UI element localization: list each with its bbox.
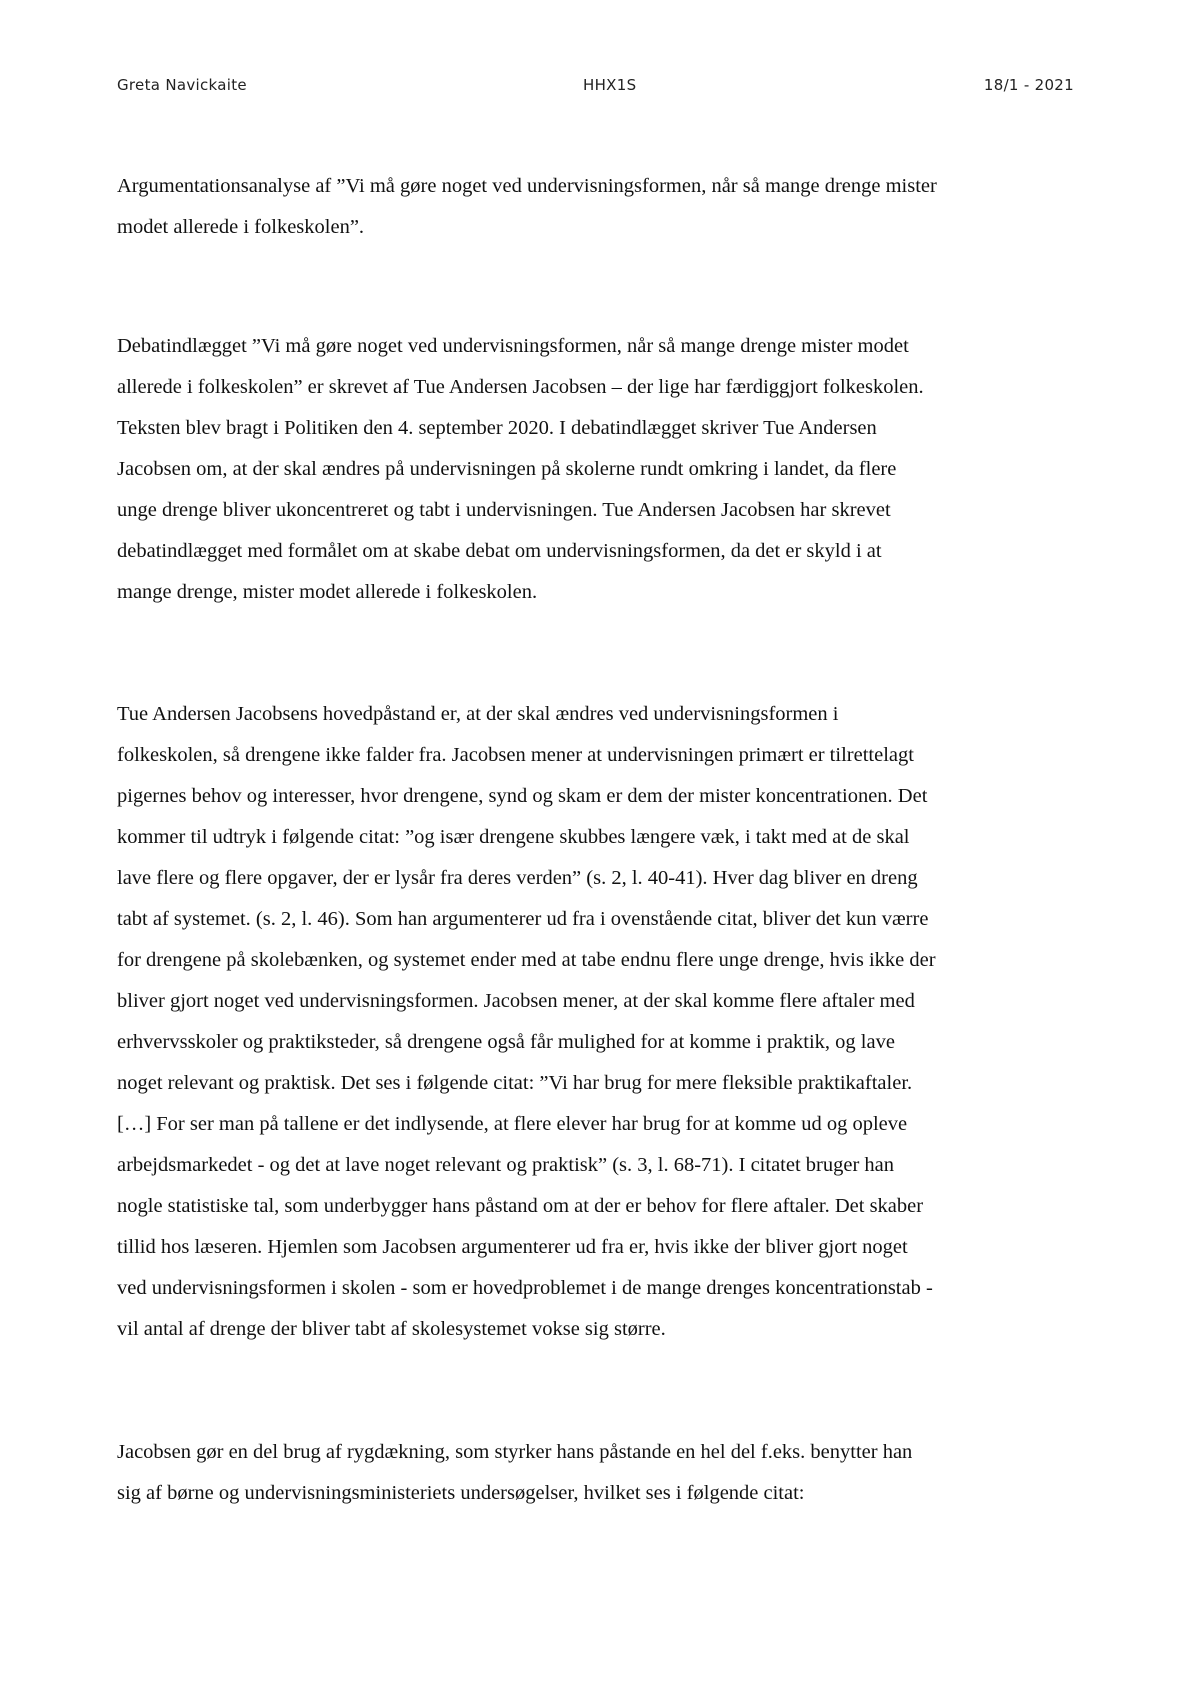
text-line: kommer til udtryk i følgende citat: ”og især drengene skubbes længere væk, i takt med at de skal — [117, 826, 910, 848]
text-line: arbejdsmarkedet - og det at lave noget relevant og praktisk” (s. 3, l. 68-71). I citatet bruger han — [117, 1154, 895, 1176]
text-line: modet allerede i folkeskolen”. — [117, 216, 365, 238]
text-line: Debatindlægget ”Vi må gøre noget ved undervisningsformen, når så mange drenge mister modet — [117, 335, 909, 357]
text-line: Jacobsen om, at der skal ændres på undervisningen på skolerne rundt omkring i landet, da flere — [117, 458, 897, 480]
text-line: nogle statistiske tal, som underbygger hans påstand om at der er behov for flere aftaler. Det skaber — [117, 1195, 924, 1217]
text-line: vil antal af drenge der bliver tabt af skolesystemet vokse sig større. — [117, 1318, 666, 1340]
paragraph-backing — [117, 1432, 1097, 1514]
text-line: pigernes behov og interesser, hvor drengene, synd og skam er dem der mister koncentrationen. Det — [117, 785, 928, 807]
text-line: mange drenge, mister modet allerede i folkeskolen. — [117, 581, 538, 603]
header-date: 18/1 - 2021 — [983, 76, 1074, 94]
paragraph-intro — [117, 326, 1097, 613]
text-line: erhvervsskoler og praktiksteder, så drengene også får mulighed for at komme i praktik, og lave — [117, 1031, 895, 1053]
text-line: lave flere og flere opgaver, der er lysår fra deres verden” (s. 2, l. 40-41). Hver dag bliver en dreng — [117, 867, 918, 889]
text-line: sig af børne og undervisningsministeriets undersøgelser, hvilket ses i følgende citat: — [117, 1482, 805, 1504]
text-line: […] For ser man på tallene er det indlysende, at flere elever har brug for at komme ud og opleve — [117, 1113, 908, 1135]
text-line: folkeskolen, så drengene ikke falder fra. Jacobsen mener at undervisningen primært er tilrettelagt — [117, 744, 914, 766]
text-line: allerede i folkeskolen” er skrevet af Tue Andersen Jacobsen – der lige har færdiggjort folkeskolen. — [117, 376, 924, 398]
page-header — [117, 76, 1074, 100]
text-line: tillid hos læseren. Hjemlen som Jacobsen argumenterer ud fra er, hvis ikke der bliver gjort noget — [117, 1236, 908, 1258]
text-line: Tue Andersen Jacobsens hovedpåstand er, at der skal ændres ved undervisningsformen i — [117, 703, 839, 725]
text-line: Argumentationsanalyse af ”Vi må gøre noget ved undervisningsformen, når så mange drenge mister — [117, 175, 937, 197]
text-line: Teksten blev bragt i Politiken den 4. september 2020. I debatindlægget skriver Tue Andersen — [117, 417, 877, 439]
document-title — [117, 166, 1097, 248]
text-line: debatindlægget med formålet om at skabe debat om undervisningsformen, da det er skyld i at — [117, 540, 882, 562]
text-line: for drengene på skolebænken, og systemet ender med at tabe endnu flere unge drenge, hvis ikke der — [117, 949, 936, 971]
text-line: Jacobsen gør en del brug af rygdækning, som styrker hans påstande en hel del f.eks. benytter han — [117, 1441, 913, 1463]
text-line: ved undervisningsformen i skolen - som er hovedproblemet i de mange drenges koncentrationstab - — [117, 1277, 933, 1299]
paragraph-main-claim — [117, 694, 1097, 1350]
text-line: tabt af systemet. (s. 2, l. 46). Som han argumenterer ud fra i ovenstående citat, bliver det kun værre — [117, 908, 929, 930]
text-line: noget relevant og praktisk. Det ses i følgende citat: ”Vi har brug for mere fleksible praktikaftaler. — [117, 1072, 913, 1094]
header-author: Greta Navickaite — [117, 76, 247, 94]
text-line: bliver gjort noget ved undervisningsformen. Jacobsen mener, at der skal komme flere aftaler med — [117, 990, 915, 1012]
text-line: unge drenge bliver ukoncentreret og tabt i undervisningen. Tue Andersen Jacobsen har skrevet — [117, 499, 891, 521]
header-class: HHX1S — [583, 76, 637, 94]
